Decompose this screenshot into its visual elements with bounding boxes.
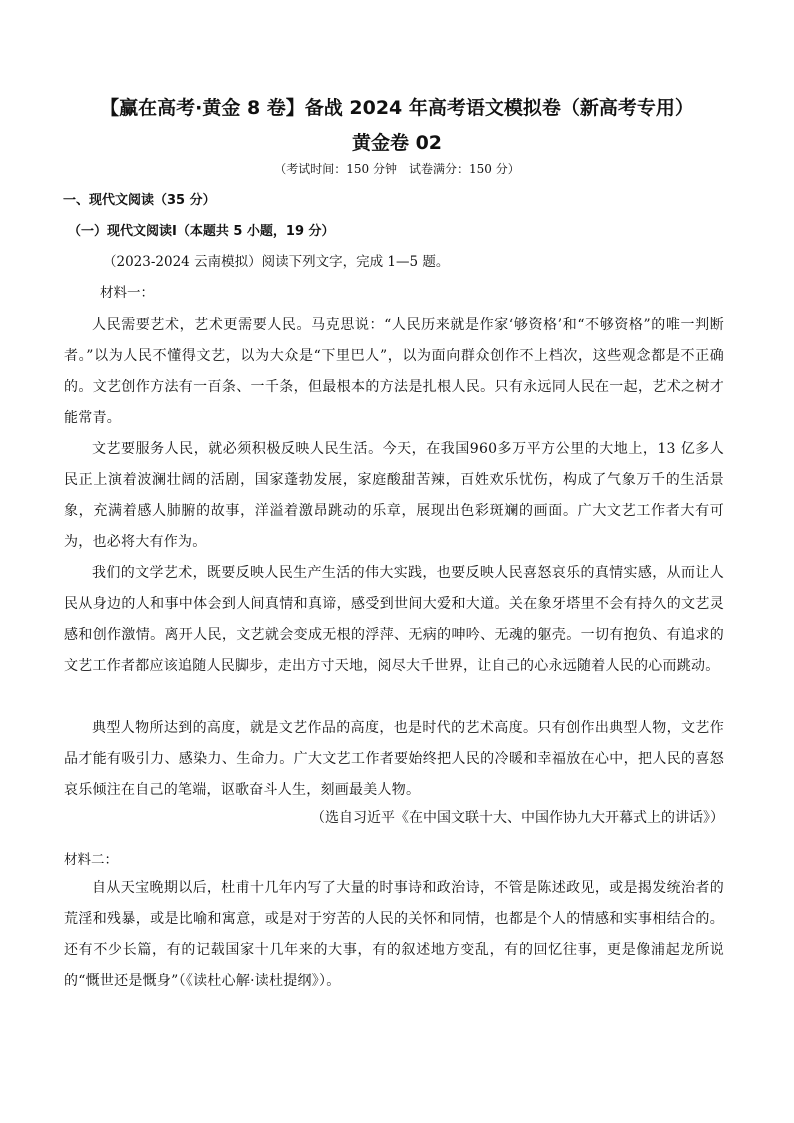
material-one-paragraph: 人民需要艺术，艺术更需要人民。马克思说：“人民历来就是作家‘够资格’和“不够资格”的唯一判断者。”以为人民不懂得文艺，以为大众是“下里巴人”，以为面向群众创作不上档次，这些观念都是不正确的。文艺创作方法有一百条、一千条，但最根本的方法是扎根人民。只有永远同人民在一起，艺术之树才能常青。 bbox=[64, 317, 724, 426]
exam-title: 【赢在高考·黄金 8 卷】备战 2024 年高考语文模拟卷（新高考专用） bbox=[100, 97, 694, 119]
exam-subtitle: 黄金卷 02 bbox=[351, 132, 443, 154]
section-heading: 一、现代文阅读（35 分） bbox=[63, 193, 216, 208]
material-one-source: （选自习近平《在中国文联十大、中国作协九大开幕式上的讲话》） bbox=[311, 810, 724, 826]
material-two-label: 材料二： bbox=[64, 852, 118, 868]
material-one-paragraph: 文艺要服务人民，就必须积极反映人民生活。今天，在我国960多万平方公里的大地上，13 亿多人民正上演着波澜壮阔的活剧，国家蓬勃发展，家庭酸甜苦辣，百姓欢乐忧伤，构成了气象万千的生活景象，充满着感人肺腑的故事，洋溢着激昂跳动的乐章，展现出色彩斑斓的画面。广大文艺工作者大有可为，也必将大有作为。 bbox=[64, 441, 724, 550]
material-one-label: 材料一： bbox=[100, 285, 154, 301]
material-one-paragraph: 我们的文学艺术，既要反映人民生产生活的伟大实践，也要反映人民喜怒哀乐的真情实感，从而让人民从身边的人和事中体会到人间真情和真谛，感受到世间大爱和大道。关在象牙塔里不会有持久的文艺灵感和创作激情。离开人民，文艺就会变成无根的浮萍、无病的呻吟、无魂的躯壳。一切有抱负、有追求的文艺工作者都应该追随人民脚步，走出方寸天地，阅尽大千世界，让自己的心永远随着人民的心而跳动。 bbox=[64, 565, 724, 674]
subsection-heading: （一）现代文阅读Ⅰ（本题共 5 小题，19 分） bbox=[68, 224, 335, 239]
exam-info: （考试时间：150 分钟 试卷满分：150 分） bbox=[274, 162, 520, 176]
material-one-paragraph: 典型人物所达到的高度，就是文艺作品的高度，也是时代的艺术高度。只有创作出典型人物，文艺作品才能有吸引力、感染力、生命力。广大文艺工作者要始终把人民的冷暖和幸福放在心中，把人民的喜怒哀乐倾注在自己的笔端，讴歌奋斗人生，刻画最美人物。 bbox=[64, 720, 724, 798]
question-intro: （2023-2024 云南模拟）阅读下列文字，完成 1—5 题。 bbox=[103, 254, 450, 270]
material-two-paragraph: 自从天宝晚期以后，杜甫十几年内写了大量的时事诗和政治诗，不管是陈述政见，或是揭发统治者的荒淫和残暴，或是比喻和寓意，或是对于穷苦的人民的关怀和同情，也都是个人的情感和实事相结合的。还有不少长篇，有的记载国家十几年来的大事，有的叙述地方变乱，有的回忆往事，更是像浦起龙所说的“慨世还是慨身”（《读杜心解·读杜提纲》）。 bbox=[64, 880, 724, 989]
